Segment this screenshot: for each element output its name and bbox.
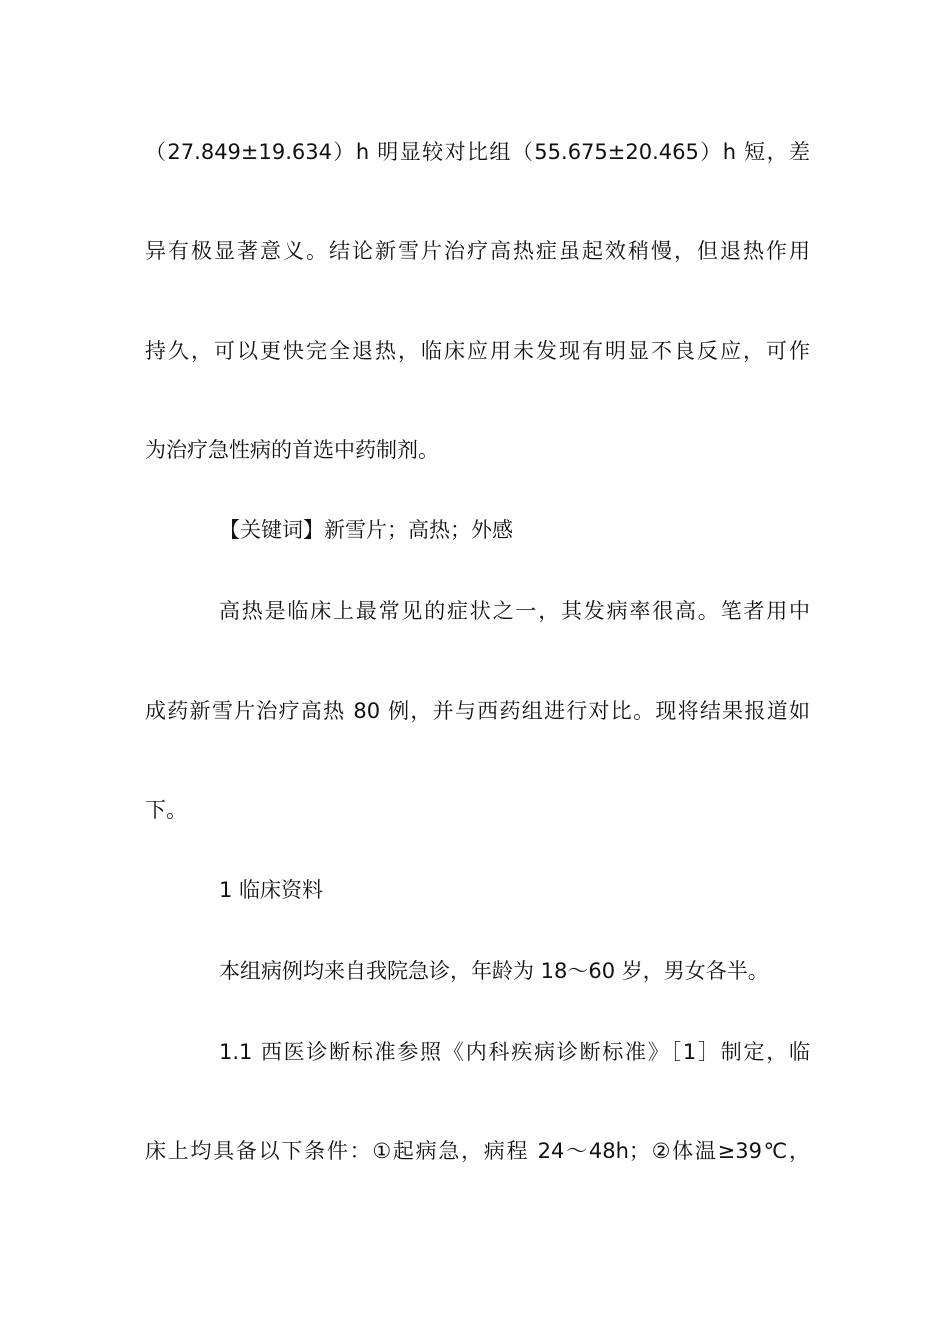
text-line-8: 下。 (145, 798, 187, 822)
text-line-2: 异有极显著意义。结论新雪片治疗高热症虽起效稍慢，但退热作用 (145, 239, 810, 263)
text-line-12: 床上均具备以下条件：①起病急，病程 24～48h；②体温≥39℃， (145, 1139, 810, 1163)
text-line-3: 持久，可以更快完全退热，临床应用未发现有明显不良反应，可作 (145, 339, 810, 363)
text-line-4: 为治疗急性病的首选中药制剂。 (145, 438, 439, 462)
text-line-1: （27.849±19.634）h 明显较对比组（55.675±20.465）h 短，差 (145, 140, 810, 164)
text-line-7: 成药新雪片治疗高热 80 例，并与西药组进行对比。现将结果报道如 (145, 699, 810, 723)
text-line-6: 高热是临床上最常见的症状之一，其发病率很高。笔者用中 (219, 599, 810, 623)
keywords-line: 【关键词】新雪片；高热；外感 (219, 518, 513, 542)
section-heading: 1 临床资料 (219, 878, 324, 902)
subsection-line: 1.1 西医诊断标准参照《内科疾病诊断标准》［1］制定，临 (219, 1040, 810, 1064)
text-line-10: 本组病例均来自我院急诊，年龄为 18～60 岁，男女各半。 (219, 959, 769, 983)
